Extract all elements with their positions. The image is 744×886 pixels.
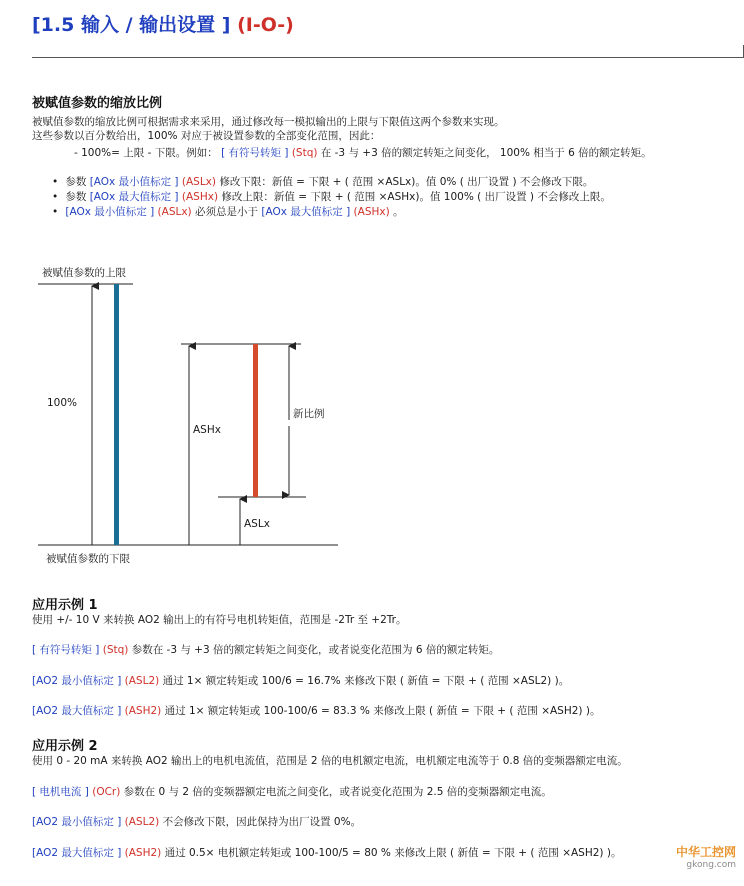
example2-line-3-text: 不会修改下限，因此保持为出厂设置 0%。 <box>162 816 362 828</box>
param-ao2-min: [AO2 最小值标定 ] <box>32 675 122 687</box>
code-aslx: (ASLx) <box>157 206 192 218</box>
bullet-end: 。 <box>393 206 404 218</box>
example1-line-4-text: 通过 1× 额定转矩或 100-100/6 = 83.3 % 来修改上限 ( 新值 = 下限 + ( 范围 ×ASH2) )。 <box>164 705 601 717</box>
param-ao2-min: [AO2 最小值标定 ] <box>32 816 122 828</box>
param-ao2-max: [AO2 最大值标定 ] <box>32 705 122 717</box>
param-signed-torque: [ 有符号转矩 ] <box>221 147 289 159</box>
code-ash2: (ASH2) <box>124 705 162 717</box>
example2-line-2-text: 参数在 0 与 2 倍的变频器额定电流之间变化，或者说变化范围为 2.5 倍的变频器额定电流。 <box>123 786 552 798</box>
bullet-prefix: 参数 <box>65 176 87 188</box>
code-ash2: (ASH2) <box>124 847 162 859</box>
param-signed-torque: [ 有符号转矩 ] <box>32 644 100 656</box>
bullet-dot-icon: • <box>52 176 59 188</box>
lower-limit-label: 被赋值参数的下限 <box>46 553 130 565</box>
example1-line-2-text: 参数在 -3 与 +3 倍的额定转矩之间变化，或者说变化范围为 6 倍的额定转矩。 <box>131 644 500 656</box>
ash-label: ASHx <box>193 424 221 436</box>
param-ao2-max: [AO2 最大值标定 ] <box>32 847 122 859</box>
example2-line-3 <box>32 816 361 829</box>
bullet-prefix: 参数 <box>65 191 87 203</box>
page-title-code: (I-O-) <box>237 14 294 36</box>
code-ocr: (OCr) <box>92 786 121 798</box>
example1-line-1: 使用 +/- 10 V 来转换 AO2 输出上的有符号电机转矩值，范围是 -2Tr 至 +2Tr。 <box>32 614 407 626</box>
bullet-suffix: 修改上限：新值 = 下限 + ( 范围 ×ASHx)。值 100% ( 出厂设置 ) 不会修改上限。 <box>221 191 611 203</box>
section-heading-example-1: 应用示例 1 <box>32 598 98 613</box>
example1-line-4 <box>32 705 600 718</box>
param-motor-current: [ 电机电流 ] <box>32 786 89 798</box>
example2-line-4-text: 通过 0.5× 电机额定转矩或 100-100/5 = 80 % 来修改上限 ( 新值 = 下限 + ( 范围 ×ASH2) )。 <box>164 847 622 859</box>
bullet-dot-icon: • <box>52 191 59 203</box>
code-stq: (Stq) <box>291 147 318 159</box>
example2-line-1: 使用 0 - 20 mA 来转换 AO2 输出上的电机电流值，范围是 2 倍的电机额定电流，电机额定电流等于 0.8 倍的变频器额定电流。 <box>32 755 628 767</box>
example1-line-2 <box>32 644 499 657</box>
example1-line-3-text: 通过 1× 额定转矩或 100/6 = 16.7% 来修改下限 ( 新值 = 下限 + ( 范围 ×ASL2) )。 <box>162 675 570 687</box>
new-scale-label: 新比例 <box>293 408 325 420</box>
bullet-dot-icon: • <box>52 206 59 218</box>
page-title-main: [1.5 输入 / 输出设置 ] <box>32 14 231 36</box>
asl-label: ASLx <box>244 518 270 530</box>
param-aox-min: [AOx 最小值标定 ] <box>89 176 179 188</box>
full-range-bar <box>114 284 119 545</box>
example2-line-2 <box>32 786 552 799</box>
dash-suffix: 在 -3 与 +3 倍的额定转矩之间变化， 100% 相当于 6 倍的额定转矩。 <box>320 147 652 159</box>
example1-line-3 <box>32 675 569 688</box>
param-aox-max: [AOx 最大值标定 ] <box>89 191 179 203</box>
new-scale-bar <box>253 344 258 497</box>
example2-line-4 <box>32 847 621 860</box>
scaling-intro-line-1: 被赋值参数的缩放比例可根据需求来采用，通过修改每一模拟输出的上限与下限值这两个参数来实现。 <box>32 116 505 128</box>
code-ashx: (ASHx) <box>353 206 390 218</box>
code-stq: (Stq) <box>102 644 129 656</box>
code-asl2: (ASL2) <box>124 816 160 828</box>
upper-limit-label: 被赋值参数的上限 <box>42 267 126 279</box>
param-aox-max: [AOx 最大值标定 ] <box>261 206 351 218</box>
code-ashx: (ASHx) <box>181 191 219 203</box>
percent-label: 100% <box>47 397 78 409</box>
bullet-mid: 必须总是小于 <box>195 206 258 218</box>
section-heading-scaling: 被赋值参数的缩放比例 <box>32 96 163 111</box>
dash-prefix: - 100%= 上限 - 下限。例如： <box>74 147 218 159</box>
section-heading-example-2: 应用示例 2 <box>32 739 98 754</box>
watermark <box>676 843 736 870</box>
code-asl2: (ASL2) <box>124 675 160 687</box>
param-aox-min: [AOx 最小值标定 ] <box>65 206 155 218</box>
bullet-suffix: 修改下限：新值 = 下限 + ( 范围 ×ASLx)。值 0% ( 出厂设置 ) 不会修改下限。 <box>219 176 594 188</box>
code-aslx: (ASLx) <box>181 176 216 188</box>
watermark-url: gkong.com <box>686 860 736 870</box>
watermark-brand: 中华工控网 <box>675 845 736 859</box>
scaling-intro-line-2: 这些参数以百分数给出，100% 对应于被设置参数的全部变化范围，因此： <box>32 130 381 142</box>
